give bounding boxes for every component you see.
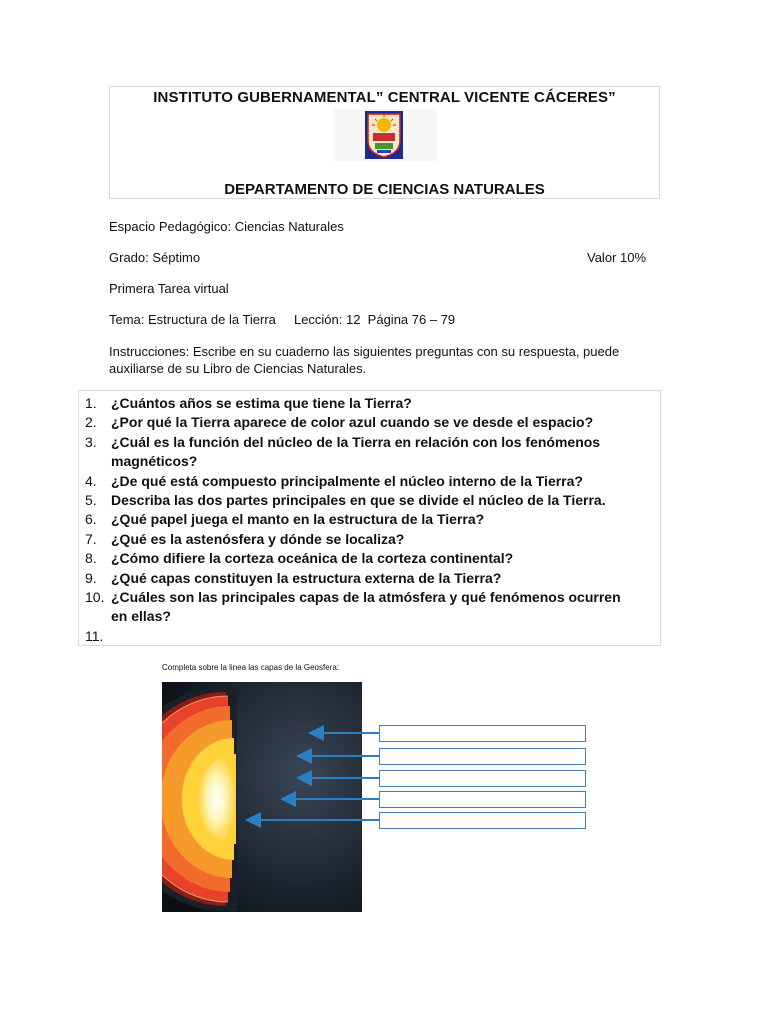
school-crest-icon: [365, 111, 403, 159]
instructions: [109, 343, 649, 377]
question-number: 10.: [85, 589, 105, 605]
question-number: 8.: [85, 550, 97, 566]
layer-label-box-1[interactable]: [379, 725, 586, 742]
espacio-pedagogico: Espacio Pedagógico: Ciencias Naturales: [109, 219, 344, 234]
question-text: Describa las dos partes principales en que se divide el núcleo de la Tierra.: [111, 492, 606, 508]
instructions-line-1: Instrucciones: Escribe en su cuaderno las siguientes preguntas con su respuesta, puede: [109, 344, 620, 359]
question-text: ¿Cuáles son las principales capas de la atmósfera y qué fenómenos ocurren: [111, 589, 621, 605]
question-text: ¿Qué es la astenósfera y dónde se localiza?: [111, 531, 405, 547]
question-text: ¿Qué papel juega el manto en la estructura de la Tierra?: [111, 511, 485, 527]
layer-label-box-3[interactable]: [379, 770, 586, 787]
question-text: ¿Qué capas constituyen la estructura externa de la Tierra?: [111, 570, 502, 586]
question-number: 5.: [85, 492, 97, 508]
figure-caption: Completa sobre la linea las capas de la Geosfera:: [162, 663, 339, 672]
layer-label-box-4[interactable]: [379, 791, 586, 808]
question-text: en ellas?: [111, 608, 171, 624]
tarea-title: Primera Tarea virtual: [109, 281, 229, 296]
institution-title: INSTITUTO GUBERNAMENTAL” CENTRAL VICENTE CÁCERES”: [153, 89, 616, 106]
layer-label-box-2[interactable]: [379, 748, 586, 765]
arrows-overlay: [240, 720, 385, 830]
question-number: 6.: [85, 511, 97, 527]
instructions-line-2: auxiliarse de su Libro de Ciencias Naturales.: [109, 361, 367, 376]
question-text: ¿De qué está compuesto principalmente el núcleo interno de la Tierra?: [111, 473, 583, 489]
questions-list: [78, 390, 661, 646]
department-title: DEPARTAMENTO DE CIENCIAS NATURALES: [224, 181, 545, 198]
question-number: 9.: [85, 570, 97, 586]
question-number: 7.: [85, 531, 97, 547]
question-number: 2.: [85, 414, 97, 430]
question-text: ¿Cuántos años se estima que tiene la Tierra?: [111, 395, 412, 411]
question-text: ¿Por qué la Tierra aparece de color azul cuando se ve desde el espacio?: [111, 414, 594, 430]
question-number: 1.: [85, 395, 97, 411]
layer-label-box-5[interactable]: [379, 812, 586, 829]
tema-line: Tema: Estructura de la Tierra Lección: 12 Página 76 – 79: [109, 312, 456, 327]
question-number: 3.: [85, 434, 97, 450]
question-number: 4.: [85, 473, 97, 489]
question-text: magnéticos?: [111, 453, 198, 469]
grado: Grado: Séptimo: [109, 250, 201, 265]
valor: Valor 10%: [587, 250, 647, 265]
question-number: 11.: [85, 628, 104, 644]
question-text: ¿Cómo difiere la corteza oceánica de la corteza continental?: [111, 550, 514, 566]
question-text: ¿Cuál es la función del núcleo de la Tierra en relación con los fenómenos: [111, 434, 601, 450]
header-box: [109, 86, 660, 199]
